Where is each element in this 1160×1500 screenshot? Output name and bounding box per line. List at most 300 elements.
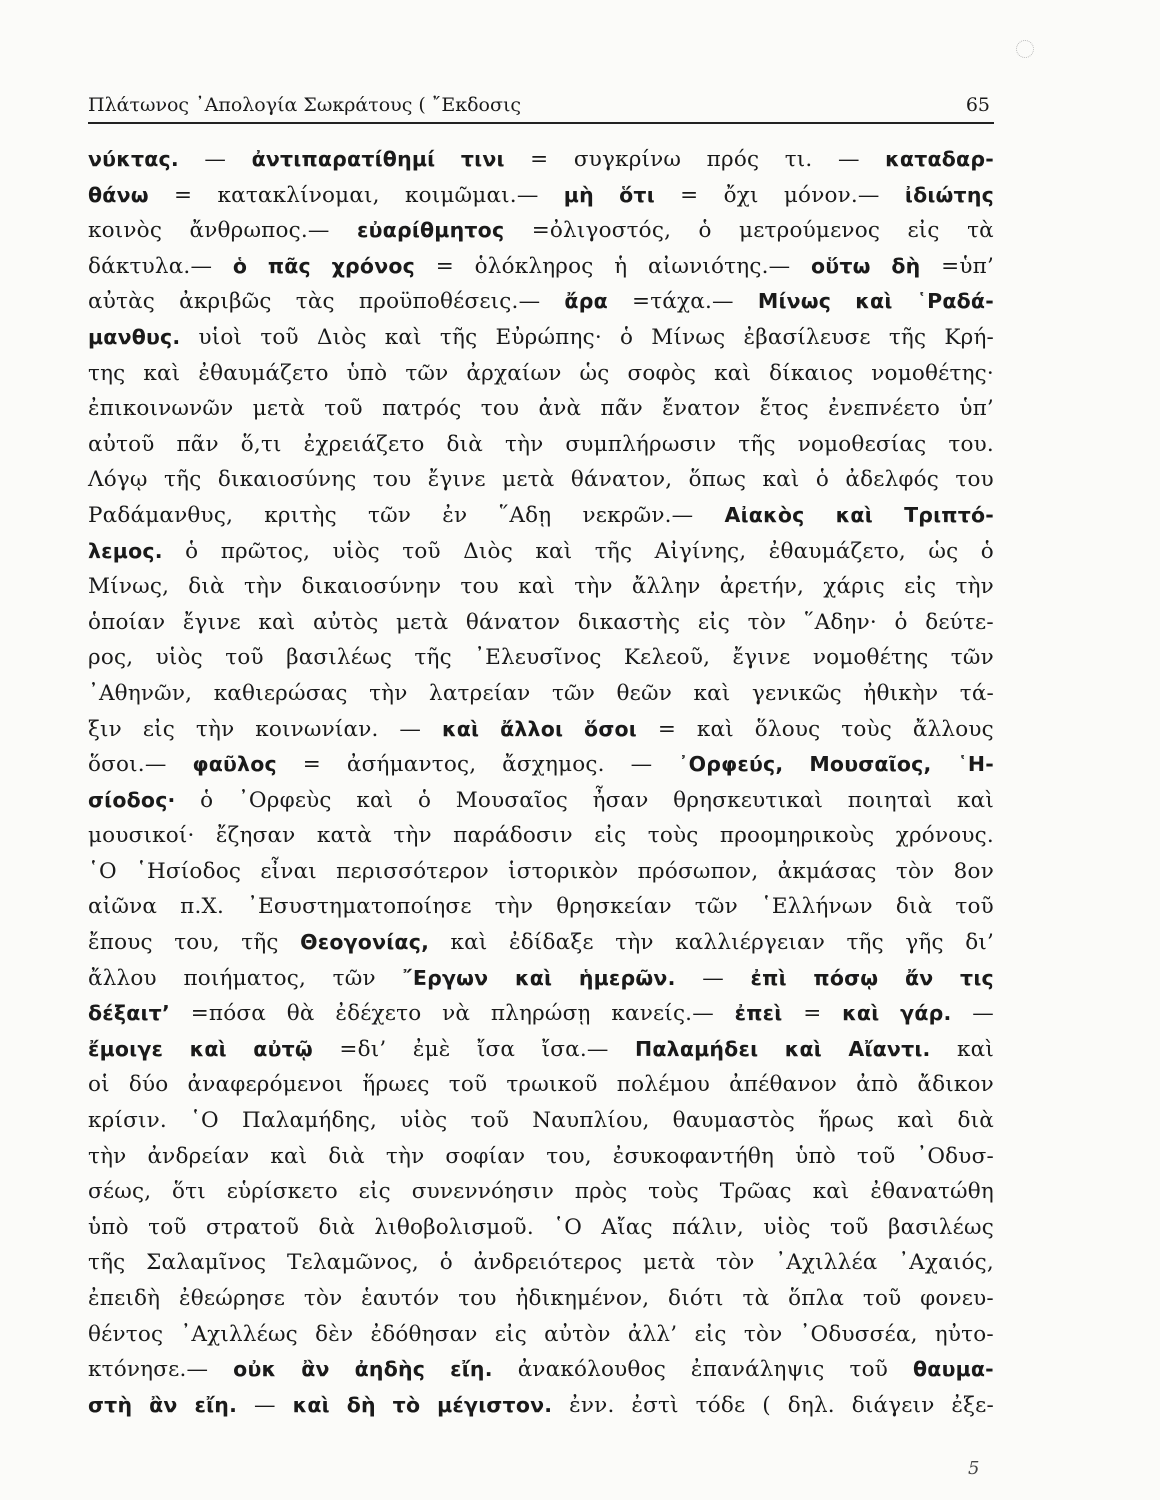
lemma-word: τινι xyxy=(460,147,505,171)
gloss-word: καὶ xyxy=(957,1036,994,1062)
signature-mark: 5 xyxy=(968,1458,980,1479)
lemma-word: ἔμοιγε xyxy=(88,1036,164,1061)
gloss-word: θρησκείαν xyxy=(556,894,672,920)
gloss-word: εἰς xyxy=(594,823,627,849)
gloss-word: Εὐρώπης· xyxy=(495,324,602,350)
gloss-word: ἐσυκοφαντήθη xyxy=(612,1143,775,1169)
gloss-word: = xyxy=(530,147,549,172)
text-line xyxy=(88,391,994,427)
gloss-word: τὴν xyxy=(505,431,544,457)
gloss-word: γενικῶς xyxy=(751,680,842,706)
running-header xyxy=(88,94,994,124)
gloss-word: τὰ xyxy=(742,1286,770,1311)
gloss-word: ἐδίδαξε xyxy=(509,930,594,956)
gloss-word: ἐστὶ xyxy=(631,1392,679,1418)
gloss-word: — xyxy=(253,1392,276,1418)
gloss-word: — xyxy=(630,752,653,778)
corner-mark xyxy=(1016,40,1034,58)
gloss-word: ἐθεώρησε xyxy=(179,1286,286,1311)
text-line xyxy=(88,889,994,925)
text-line xyxy=(88,213,994,249)
text-line xyxy=(88,569,994,605)
text-line xyxy=(88,854,994,890)
gloss-word: τοῦ xyxy=(148,1214,187,1240)
lemma-word: θάνω xyxy=(88,182,149,207)
gloss-word: ᾿Ελευσῖνος xyxy=(474,645,602,671)
gloss-word: λατρείαν xyxy=(429,680,531,706)
lemma-word: εὐαρίθμητος xyxy=(357,218,505,243)
gloss-word: ὅσοι.— xyxy=(88,752,167,778)
gloss-word: τι. xyxy=(784,147,813,172)
lemma-word: Μουσαῖος, xyxy=(809,752,932,777)
gloss-word: ἐθανατώθη xyxy=(870,1179,994,1205)
lemma-word: πᾶς xyxy=(267,253,311,278)
gloss-word: διὰ xyxy=(446,431,484,457)
gloss-word: καὶ xyxy=(356,787,394,813)
gloss-word: ᾿Ορφεὺς xyxy=(237,787,332,813)
lemma-word: ἐπὶ xyxy=(750,965,787,990)
lemma-word: δὴ xyxy=(346,1392,376,1417)
gloss-word: ἀνδρείαν xyxy=(147,1143,250,1169)
gloss-word: του xyxy=(480,396,520,422)
gloss-word: συγκρίνω xyxy=(573,147,682,172)
gloss-word: — xyxy=(837,147,860,172)
gloss-word: πατρός xyxy=(382,396,462,422)
gloss-word: του xyxy=(460,574,499,600)
gloss-word: μετὰ xyxy=(396,609,449,635)
gloss-word: μετὰ xyxy=(643,1250,696,1276)
gloss-word: θὰ xyxy=(286,1001,315,1027)
gloss-word: εἰς xyxy=(694,1321,727,1347)
gloss-word: ἐθαυμάζετο xyxy=(198,360,329,386)
gloss-word: καὶ xyxy=(535,538,573,564)
gloss-word: ὁ xyxy=(417,787,432,813)
gloss-word: ἐμὲ xyxy=(412,1036,451,1062)
gloss-word: ἄσχημος. xyxy=(502,752,605,778)
gloss-word: θεῶν xyxy=(616,680,673,706)
gloss-word: ἑαυτόν xyxy=(361,1286,440,1311)
gloss-word: τὸν xyxy=(716,1250,755,1276)
gloss-word: καὶ xyxy=(812,1179,850,1205)
text-line xyxy=(88,818,994,854)
gloss-word: Παλαμήδης, xyxy=(242,1108,377,1134)
gloss-word: προϋποθέσεις.— xyxy=(358,289,541,315)
gloss-word: ὁ xyxy=(619,324,634,350)
text-line xyxy=(88,925,994,961)
text-line xyxy=(88,427,994,463)
gloss-word: ἠδικημένον, xyxy=(515,1286,650,1311)
gloss-word: ξιν xyxy=(88,716,122,742)
header-title: Πλάτωνος ᾿Απολογία Σωκράτους ( ῎Εκδοσις xyxy=(88,94,522,116)
gloss-word: ὡς xyxy=(579,360,610,386)
gloss-word: ηὐτο- xyxy=(934,1321,994,1347)
gloss-word: ἄδικον xyxy=(917,1072,994,1098)
gloss-word: ᾿Αθηνῶν, xyxy=(88,680,193,706)
gloss-word: αὐτὸς xyxy=(312,609,379,635)
gloss-word: τόδε xyxy=(695,1392,746,1418)
gloss-word: Λόγῳ xyxy=(88,467,148,493)
gloss-word: κριτὴς xyxy=(264,502,337,528)
gloss-word: τῆς xyxy=(439,324,478,350)
lemma-word: καὶ xyxy=(855,289,893,314)
lemma-word: καὶ xyxy=(514,965,553,990)
gloss-word: ὑπὸ xyxy=(795,1143,836,1169)
gloss-word: τὸν xyxy=(895,858,935,884)
gloss-word: ἄνθρωπος.— xyxy=(189,218,330,244)
gloss-word: δικαιοσύνην xyxy=(301,574,442,600)
gloss-word: μόνον.— xyxy=(783,182,880,208)
gloss-word: =δι’ xyxy=(339,1036,387,1062)
lemma-word: ὁ xyxy=(232,253,248,278)
gloss-word: =τάχα.— xyxy=(632,289,734,315)
text-line xyxy=(88,605,994,641)
text-line xyxy=(88,1139,994,1175)
gloss-word: υἱὸς xyxy=(332,538,380,564)
gloss-word: θάνατον, xyxy=(570,467,673,493)
gloss-word: ἱστορικὸν xyxy=(508,858,619,884)
gloss-word: ῾Ο xyxy=(88,858,117,884)
lemma-word: Τριπτό- xyxy=(904,502,994,527)
gloss-word: γῆς xyxy=(905,930,944,956)
gloss-word: τῶν xyxy=(367,502,412,528)
gloss-word: ῞Αδῃ xyxy=(498,502,552,528)
lemma-word: ἂν xyxy=(149,1392,178,1417)
lemma-word: τις xyxy=(960,965,994,990)
gloss-word: δίκαιος xyxy=(769,360,854,386)
lemma-word: ὅτι xyxy=(619,182,655,207)
gloss-word: συμπλήρωσιν xyxy=(565,431,717,457)
body-text xyxy=(88,142,994,1423)
text-line xyxy=(88,1103,994,1139)
page-number: 65 xyxy=(965,94,990,116)
gloss-word: σοφίαν xyxy=(445,1143,526,1169)
gloss-word: = xyxy=(657,716,677,742)
gloss-word: προομηρικοὺς xyxy=(719,823,875,849)
gloss-word: πρός xyxy=(706,147,760,172)
gloss-word: πᾶν xyxy=(176,431,219,457)
gloss-word: τῶν xyxy=(332,965,376,991)
gloss-word: Διὸς xyxy=(316,324,367,350)
gloss-word: διάγειν xyxy=(851,1392,935,1418)
text-line xyxy=(88,320,994,356)
gloss-word: πολέμου xyxy=(616,1072,710,1098)
gloss-word: ἐδέχετο xyxy=(335,1001,422,1027)
gloss-word: =ὀλιγοστός, xyxy=(531,218,672,244)
gloss-word: = xyxy=(174,182,193,208)
gloss-word: σέως, xyxy=(88,1179,152,1205)
gloss-word: ὁ xyxy=(894,609,908,635)
gloss-word: τῆς xyxy=(164,467,202,493)
gloss-word: χρόνους. xyxy=(895,823,994,849)
gloss-word: = xyxy=(302,752,321,778)
lemma-word: ἀηδὴς xyxy=(354,1357,426,1382)
lemma-word: καταδαρ- xyxy=(885,147,994,171)
gloss-word: ῞Αδην· xyxy=(803,609,877,635)
gloss-word: εἰς xyxy=(907,218,940,244)
gloss-word: δι’ xyxy=(965,930,994,956)
gloss-word: ἀδελφός xyxy=(845,467,940,493)
gloss-word: διὰ xyxy=(328,1143,365,1169)
gloss-word: τὰς xyxy=(295,289,335,315)
gloss-word: τοῦ xyxy=(849,1357,889,1383)
lemma-word: Παλαμήδει xyxy=(635,1036,759,1061)
gloss-word: ἐνεπνέετο xyxy=(828,396,941,422)
gloss-word: θαυμαστὸς xyxy=(672,1108,796,1134)
gloss-word: Ραδάμανθυς, xyxy=(88,502,234,528)
gloss-word: μετρούμενος xyxy=(739,218,881,244)
gloss-word: νομοθεσίας xyxy=(797,431,927,457)
gloss-word: πάλιν, xyxy=(672,1214,744,1240)
gloss-word: τὴν xyxy=(393,823,432,849)
text-line xyxy=(88,747,994,783)
gloss-word: ᾿Οδυσσέα, xyxy=(799,1321,918,1347)
lemma-word: τὸ xyxy=(392,1392,421,1417)
gloss-word: — xyxy=(972,1001,994,1027)
gloss-word: τὴν xyxy=(369,680,408,706)
gloss-word: ἀκριβῶς xyxy=(179,289,272,315)
gloss-word: =πόσα xyxy=(190,1001,266,1027)
text-line xyxy=(88,462,994,498)
gloss-word: καὶ xyxy=(762,467,800,493)
gloss-word: ἐδόθησαν xyxy=(370,1321,478,1347)
lemma-word: καὶ xyxy=(842,1001,880,1026)
lemma-word: αὐτῷ xyxy=(253,1036,313,1061)
gloss-word: δηλ. xyxy=(787,1392,835,1418)
gloss-word: τῆς xyxy=(888,324,927,350)
gloss-word: δάκτυλα.— xyxy=(88,253,213,279)
gloss-word: ὑπ’ xyxy=(959,396,994,422)
gloss-word: τά- xyxy=(959,680,994,706)
gloss-word: διὰ xyxy=(188,574,225,600)
gloss-word: τοῦ xyxy=(470,1108,510,1134)
gloss-word: πληρώσῃ xyxy=(490,1001,591,1027)
gloss-word: τὴν xyxy=(955,574,994,600)
gloss-word: πρῶτος, xyxy=(220,538,311,564)
gloss-word: ἐπικοινωνῶν xyxy=(88,396,234,422)
lemma-word: ῾Ραδά- xyxy=(916,289,994,314)
gloss-word: θάνατον xyxy=(465,609,561,635)
lemma-word: ἰδιώτης xyxy=(904,182,994,207)
gloss-word: ποιήματος, xyxy=(183,965,307,991)
gloss-word: τοῦ xyxy=(448,1072,488,1098)
text-line xyxy=(88,996,994,1032)
gloss-word: νὰ xyxy=(442,1001,471,1027)
gloss-word: 8ον xyxy=(953,858,994,884)
gloss-word: ᾿Αχιλλέα xyxy=(775,1250,878,1276)
lemma-word: καὶ xyxy=(189,1036,227,1061)
gloss-word: διότι xyxy=(668,1286,724,1311)
lemma-word: οὐκ xyxy=(233,1357,277,1382)
gloss-word: Μουσαῖος xyxy=(455,787,568,813)
gloss-word: ἐνν. xyxy=(569,1392,615,1418)
lemma-word: δὴ xyxy=(891,253,921,278)
gloss-word: θέντος xyxy=(88,1321,164,1347)
gloss-word: = xyxy=(803,1001,822,1027)
gloss-word: καὶ xyxy=(693,680,731,706)
gloss-word: τὴν xyxy=(88,1143,127,1169)
gloss-word: τοὺς xyxy=(841,716,893,742)
gloss-word: περισσότερον xyxy=(336,858,489,884)
gloss-word: μουσικοί· xyxy=(88,823,195,849)
gloss-word: τρωικοῦ xyxy=(506,1072,598,1098)
lemma-word: νύκτας. xyxy=(88,147,179,171)
gloss-word: βασιλέως xyxy=(887,1214,994,1240)
gloss-word: ὡς xyxy=(928,538,959,564)
gloss-word: =ὑπ’ xyxy=(941,253,994,279)
gloss-word: ρος, xyxy=(88,645,134,671)
lemma-word: ὅσοι xyxy=(584,716,637,741)
lemma-word: στὴ xyxy=(88,1392,133,1417)
text-line xyxy=(88,1067,994,1103)
gloss-word: ᾿Αχιλλέως xyxy=(180,1321,298,1347)
gloss-word: χάρις xyxy=(823,574,885,600)
gloss-word: καὶ xyxy=(956,787,994,813)
gloss-word: ὁ xyxy=(698,218,712,244)
gloss-word: τοῦ xyxy=(830,1214,869,1240)
lemma-word: δέξαιτ’ xyxy=(88,1001,170,1026)
gloss-word: κατὰ xyxy=(316,823,372,849)
gloss-word: ἄλλου xyxy=(88,965,157,991)
gloss-word: δεύτε- xyxy=(925,609,994,635)
gloss-word: ῾Ο xyxy=(190,1108,219,1134)
lemma-word: πόσῳ xyxy=(813,965,879,990)
text-line xyxy=(88,498,994,534)
gloss-word: ὅ,τι xyxy=(240,431,282,457)
lemma-word: Αἰακὸς xyxy=(724,502,805,527)
gloss-word: καὶ xyxy=(384,324,422,350)
gloss-word: τὴν xyxy=(195,716,235,742)
gloss-word: βασιλέως xyxy=(286,645,393,671)
gloss-word: Αἰγίνης, xyxy=(654,538,747,564)
gloss-word: ἦσαν xyxy=(592,787,649,813)
gloss-word: οἱ xyxy=(88,1072,110,1098)
gloss-word: ἀσήμαντος, xyxy=(346,752,477,778)
gloss-word: ἥρωες xyxy=(362,1072,430,1098)
gloss-word: ἄλλην xyxy=(631,574,701,600)
gloss-word: καὶ xyxy=(258,609,296,635)
gloss-word: τὸν xyxy=(743,1321,783,1347)
gloss-word: κοινὸς xyxy=(88,218,163,244)
lemma-word: οὕτω xyxy=(811,253,871,278)
gloss-word: του. xyxy=(948,431,994,457)
gloss-word: μετὰ xyxy=(502,467,555,493)
gloss-word: τῶν xyxy=(950,645,994,671)
lemma-word: ἡμερῶν. xyxy=(578,965,676,990)
gloss-word: ὁλόκληρος xyxy=(474,253,594,279)
gloss-word: ἔτος xyxy=(759,396,809,422)
gloss-word: ἐβασίλευσε xyxy=(743,324,871,350)
gloss-word: ὅπλα xyxy=(788,1286,845,1311)
lemma-word: ἄν xyxy=(904,965,934,990)
gloss-word: ἀρετήν, xyxy=(719,574,805,600)
gloss-word: τῆς xyxy=(241,930,279,956)
gloss-word: Κρή- xyxy=(944,324,994,350)
lemma-word: ῎Εργων xyxy=(402,965,489,990)
gloss-word: του xyxy=(458,1286,497,1311)
gloss-word: καὶ xyxy=(518,574,556,600)
gloss-word: λιθοβολισμοῦ. xyxy=(374,1214,534,1240)
gloss-word: ἴσα.— xyxy=(541,1036,609,1062)
gloss-word: = xyxy=(680,182,699,208)
gloss-word: τὴν xyxy=(494,894,534,920)
text-line xyxy=(88,712,994,748)
gloss-word: του xyxy=(372,467,412,493)
text-line xyxy=(88,534,994,570)
lemma-word: εἴη. xyxy=(450,1357,493,1382)
lemma-word: λεμος. xyxy=(88,538,163,563)
gloss-word: τοῦ xyxy=(856,1143,896,1169)
gloss-word: τοὺς xyxy=(647,823,699,849)
gloss-word: ὄχι xyxy=(723,182,759,208)
gloss-word: τὰ xyxy=(967,218,994,244)
gloss-word: ὅπως xyxy=(688,467,747,493)
gloss-word: υἱὸς xyxy=(763,1214,811,1240)
gloss-word: ἐχρειάζετο xyxy=(303,431,425,457)
lemma-word: εἴη. xyxy=(194,1392,238,1417)
gloss-word: ὁ xyxy=(815,467,829,493)
gloss-word: ὁποίαν xyxy=(88,609,166,635)
text-line xyxy=(88,1245,994,1281)
gloss-word: ἥρως xyxy=(818,1108,875,1134)
gloss-word: τῆς xyxy=(414,645,452,671)
page xyxy=(88,94,994,1423)
text-line xyxy=(88,1388,994,1424)
gloss-word: τὴν xyxy=(385,1143,425,1169)
gloss-word: διὰ xyxy=(895,894,933,920)
lemma-word: ἀντιπαρατίθημί xyxy=(251,147,436,171)
gloss-word: ὑπὸ xyxy=(88,1214,129,1240)
gloss-word: Κελεοῦ, xyxy=(623,645,711,671)
gloss-word: ἔγινε xyxy=(182,609,241,635)
gloss-word: πρὸς xyxy=(574,1179,628,1205)
gloss-word: κοινωνίαν. xyxy=(255,716,379,742)
gloss-word: ἐν xyxy=(442,502,468,528)
gloss-word: τοῦ xyxy=(260,324,299,350)
gloss-word: αὐτὸν xyxy=(544,1321,611,1347)
gloss-word: — xyxy=(399,716,422,742)
gloss-word: του xyxy=(955,467,994,493)
text-line xyxy=(88,640,994,676)
lemma-word: Θεογονίας, xyxy=(300,930,430,955)
gloss-word: Διὸς xyxy=(463,538,513,564)
gloss-word: ὅτι xyxy=(172,1179,206,1205)
gloss-word: τὸν xyxy=(747,609,787,635)
text-line xyxy=(88,1174,994,1210)
gloss-word: τῆς xyxy=(846,930,884,956)
lemma-word: καὶ xyxy=(292,1392,330,1417)
gloss-word: εἰς xyxy=(697,609,731,635)
gloss-word: ἀνὰ xyxy=(538,396,582,422)
gloss-word: τῆς xyxy=(594,538,633,564)
gloss-word: δὲν xyxy=(315,1321,354,1347)
gloss-word: τοὺς xyxy=(648,1179,699,1205)
gloss-word: εἶναι xyxy=(260,858,317,884)
text-line xyxy=(88,1032,994,1068)
gloss-word: καθιερώσας xyxy=(213,680,348,706)
gloss-word: διὰ xyxy=(318,1214,355,1240)
gloss-word: τῶν xyxy=(694,894,738,920)
lemma-word: θαυμα- xyxy=(913,1357,994,1382)
lemma-word: σίοδος· xyxy=(88,787,176,812)
lemma-word: καὶ xyxy=(835,502,873,527)
gloss-word: υἱὸς xyxy=(155,645,203,671)
gloss-word: καὶ xyxy=(714,360,752,386)
gloss-word: ( xyxy=(762,1392,771,1418)
gloss-word: π.Χ. xyxy=(180,894,225,920)
gloss-word: δικαιοσύνης xyxy=(217,467,357,493)
lemma-word: ᾿Ορφεύς, xyxy=(678,752,784,777)
gloss-word: — xyxy=(204,147,227,172)
